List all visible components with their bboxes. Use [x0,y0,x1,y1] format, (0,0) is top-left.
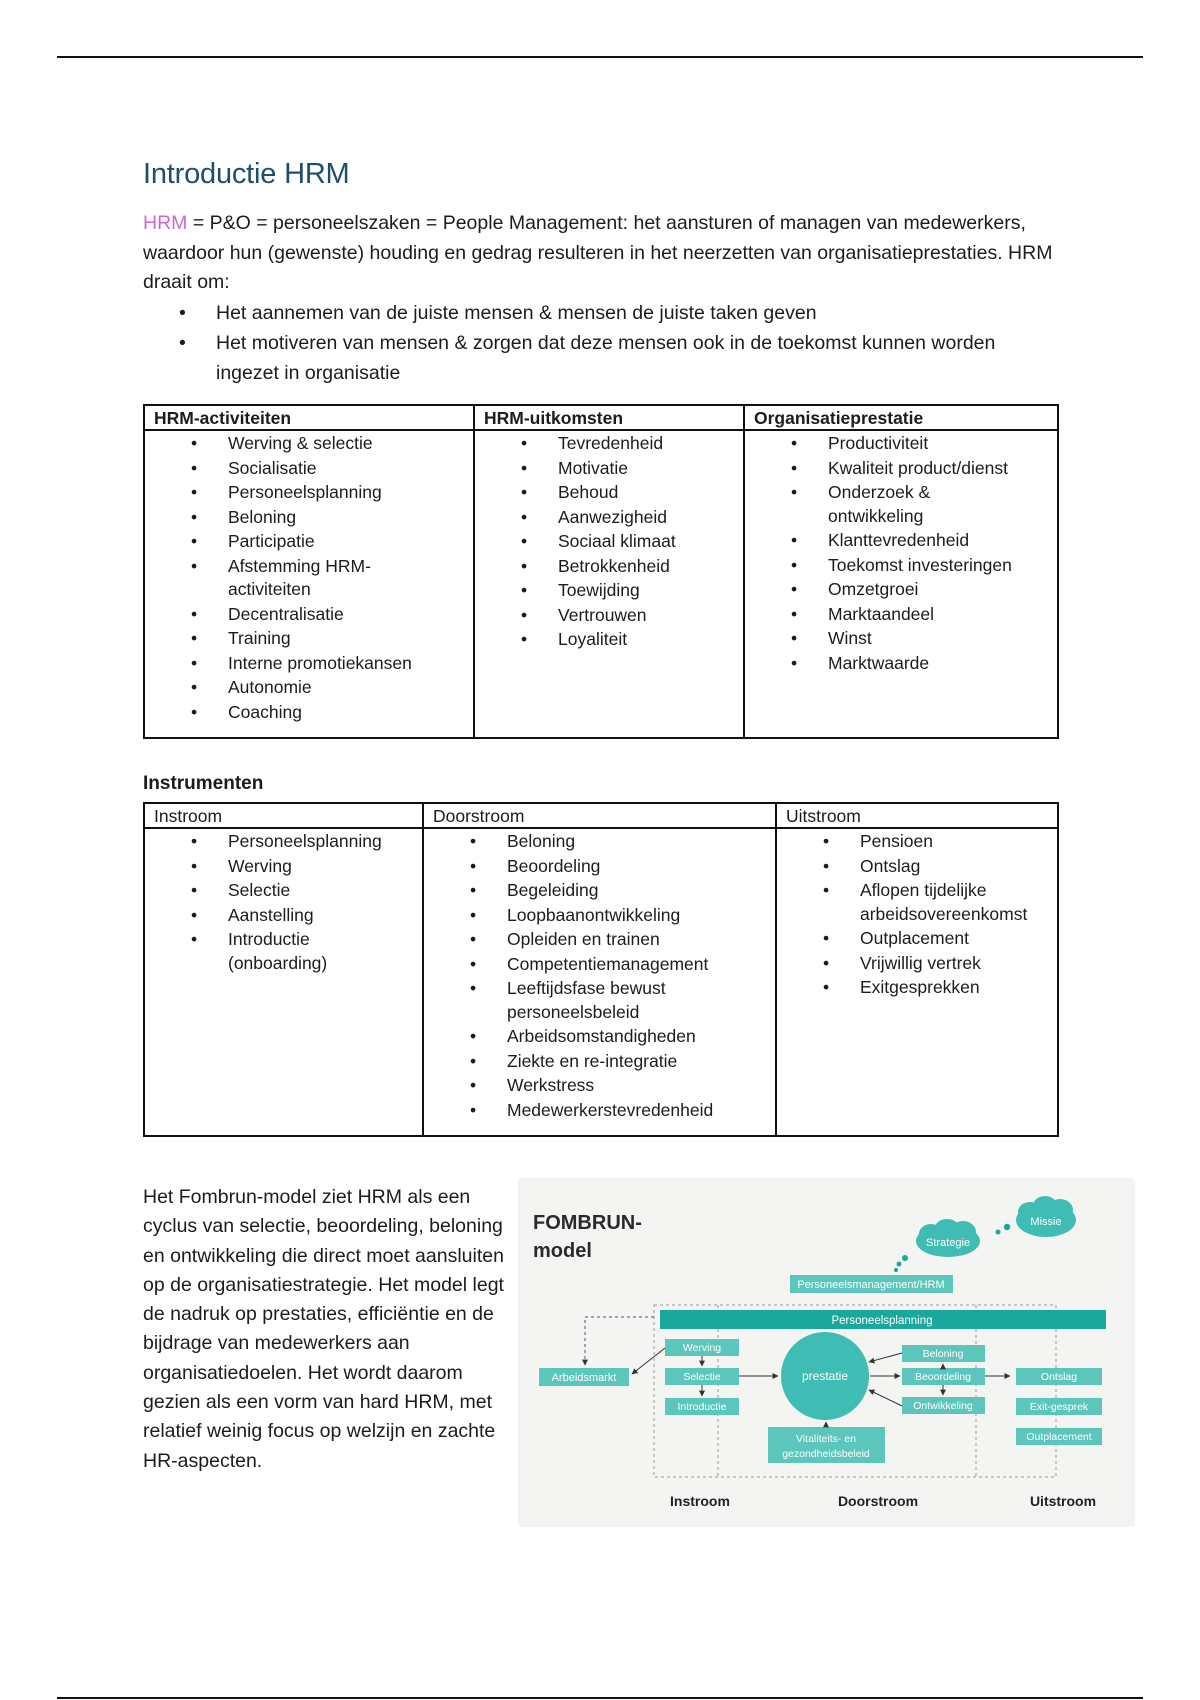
list-item: • Kwaliteit product/dienst [745,456,1053,481]
list-item: • Personeelsplanning [145,829,418,854]
cloud-dot [996,1230,1001,1235]
arrow [585,1317,654,1365]
hrm-highlight: HRM [143,212,188,234]
fombrun-diagram [520,1180,1133,1525]
list-item: • Interne promotiekansen [145,651,469,676]
fombrun-paragraph: Het Fombrun-model ziet HRM als een cyclus van selectie, beoordeling, beloning en ontwikkeling die direct moet aansluiten op de organisatiestrategie. Het model legt de nadruk op prestaties, efficiëntie en de bijdrage van medewerkers aan organisatiedoelen. Het wordt daarom gezien als een vorm van hard HRM, met relatief weinig focus op welzijn en zachte HR-aspecten. [143,1186,504,1472]
table-cell-activiteiten [144,430,474,738]
strategie-cloud [916,1219,980,1257]
list-item: • Werving & selectie [145,431,469,456]
table-cell-uitstroom [776,828,1058,1136]
list-item: • Motivatie [475,456,739,481]
missie-label: Missie [1030,1216,1062,1228]
list-item: • Afstemming HRM-activiteiten [145,554,469,602]
beoordeling-label: Beoordeling [914,1371,972,1383]
list-item: • Ontslag [777,854,1053,879]
list-item: • Aflopen tijdelijke arbeidsovereenkomst [777,878,1053,926]
bottom-rule [57,1697,1143,1699]
top-rule [57,56,1143,58]
list-item: • Aanwezigheid [475,505,739,530]
list-item: • Beloning [424,829,771,854]
fombrun-figure [520,1180,1133,1525]
cloud-dot [897,1262,902,1267]
list-item: • Personeelsplanning [145,480,469,505]
list-item: • Beoordeling [424,854,771,879]
list-item: • Sociaal klimaat [475,529,739,554]
list-item: • Het motiveren van mensen & zorgen dat deze mensen ook in de toekomst kunnen worden ingezet in organisatie [143,328,1043,388]
list-item: • Betrokkenheid [475,554,739,579]
strategie-label: Strategie [925,1237,971,1249]
exit-label: Exit-gesprek [1029,1401,1089,1413]
ontwikkeling-label: Ontwikkeling [913,1400,973,1412]
list-item: • Klanttevredenheid [745,528,1053,553]
list-item: • Medewerkerstevredenheid [424,1098,771,1123]
list-item: • Coaching [145,700,469,725]
table-header: HRM-activiteiten [144,405,474,430]
hrm-table [143,404,1059,739]
list-item: • Vertrouwen [475,603,739,628]
table-cell-organisatieprestatie [744,430,1058,738]
table-header: Uitstroom [776,803,1058,828]
arrow [869,1353,902,1362]
list-item: • Omzetgroei [745,577,1053,602]
list-item: • Loyaliteit [475,627,739,652]
list-item: • Selectie [145,878,418,903]
introductie-label: Introductie [677,1401,727,1413]
missie-cloud [1016,1196,1076,1237]
vitaliteit-label-1: Vitaliteits- en [796,1433,856,1445]
intro-paragraph [143,209,1063,298]
list-item: • Outplacement [777,926,1053,951]
table-cell-uitkomsten [474,430,744,738]
list-item: • Participatie [145,529,469,554]
arbeidsmarkt-label: Arbeidsmarkt [551,1372,617,1384]
list-item: • Opleiden en trainen [424,927,771,952]
werving-label: Werving [682,1342,722,1354]
table-header: Organisatieprestatie [744,405,1058,430]
cloud-dot [902,1255,908,1261]
list-item: • Leeftijdsfase bewust personeelsbeleid [424,976,771,1024]
list-item: • Begeleiding [424,878,771,903]
list-item: • Training [145,626,469,651]
list-item: • Werving [145,854,418,879]
list-item: • Behoud [475,480,739,505]
list-item: • Onderzoek & ontwikkeling [745,480,1053,528]
list-item: • Productiviteit [745,431,1053,456]
list-item: • Socialisatie [145,456,469,481]
list-item: • Marktwaarde [745,651,1053,676]
list-item: • Toewijding [475,578,739,603]
list-item: • Introductie (onboarding) [145,927,418,975]
table-cell-doorstroom [423,828,776,1136]
list-item: • Het aannemen van de juiste mensen & mensen de juiste taken geven [143,298,1043,328]
instrumenten-label: Instrumenten [143,773,264,794]
list-item: • Autonomie [145,675,469,700]
list-item: • Aanstelling [145,903,418,928]
list-item: • Vrijwillig vertrek [777,951,1053,976]
personeelsplanning-label: Personeelsplanning [831,1315,933,1327]
figure-title-line2: model [533,1240,592,1262]
table-header: Doorstroom [423,803,776,828]
cloud-dot [1004,1224,1010,1230]
selectie-label: Selectie [683,1371,721,1383]
arrow [869,1390,902,1406]
list-item: • Decentralisatie [145,602,469,627]
list-item: • Winst [745,626,1053,651]
list-item: • Werkstress [424,1073,771,1098]
list-item: • Loopbaanontwikkeling [424,903,771,928]
cloud-dot [894,1268,898,1272]
figure-title-line1: FOMBRUN- [533,1212,642,1234]
table-header: HRM-uitkomsten [474,405,744,430]
doorstroom-label: Doorstroom [837,1493,919,1509]
table-header: Instroom [144,803,423,828]
page-title: Introductie HRM [143,158,350,190]
vitaliteit-label-2: gezondheidsbeleid [782,1448,870,1460]
list-item: • Exitgesprekken [777,975,1053,1000]
beloning-label: Beloning [922,1348,964,1360]
intro-bullets [143,298,1043,388]
instrumenten-table [143,802,1059,1137]
list-item: • Ziekte en re-integratie [424,1049,771,1074]
outplacement-label: Outplacement [1026,1431,1092,1443]
list-item: • Toekomst investeringen [745,553,1053,578]
list-item: • Tevredenheid [475,431,739,456]
arrow [632,1348,665,1374]
list-item: • Competentiemanagement [424,952,771,977]
table-cell-instroom [144,828,423,1136]
list-item: • Arbeidsomstandigheden [424,1024,771,1049]
list-item: • Pensioen [777,829,1053,854]
list-item: • Beloning [145,505,469,530]
instroom-label: Instroom [670,1493,730,1509]
intro-text: = P&O = personeelszaken = People Management: het aansturen of managen van medewerkers, waardoor hun (gewenste) houding en gedrag resulteren in het neerzetten van organisatieprestaties. HRM draait om: [143,212,1053,293]
ontslag-label: Ontslag [1040,1371,1078,1383]
list-item: • Marktaandeel [745,602,1053,627]
pm-hrm-label: Personeelsmanagement/HRM [797,1279,945,1291]
uitstroom-label: Uitstroom [1029,1493,1097,1509]
prestatie-label: prestatie [801,1369,849,1383]
